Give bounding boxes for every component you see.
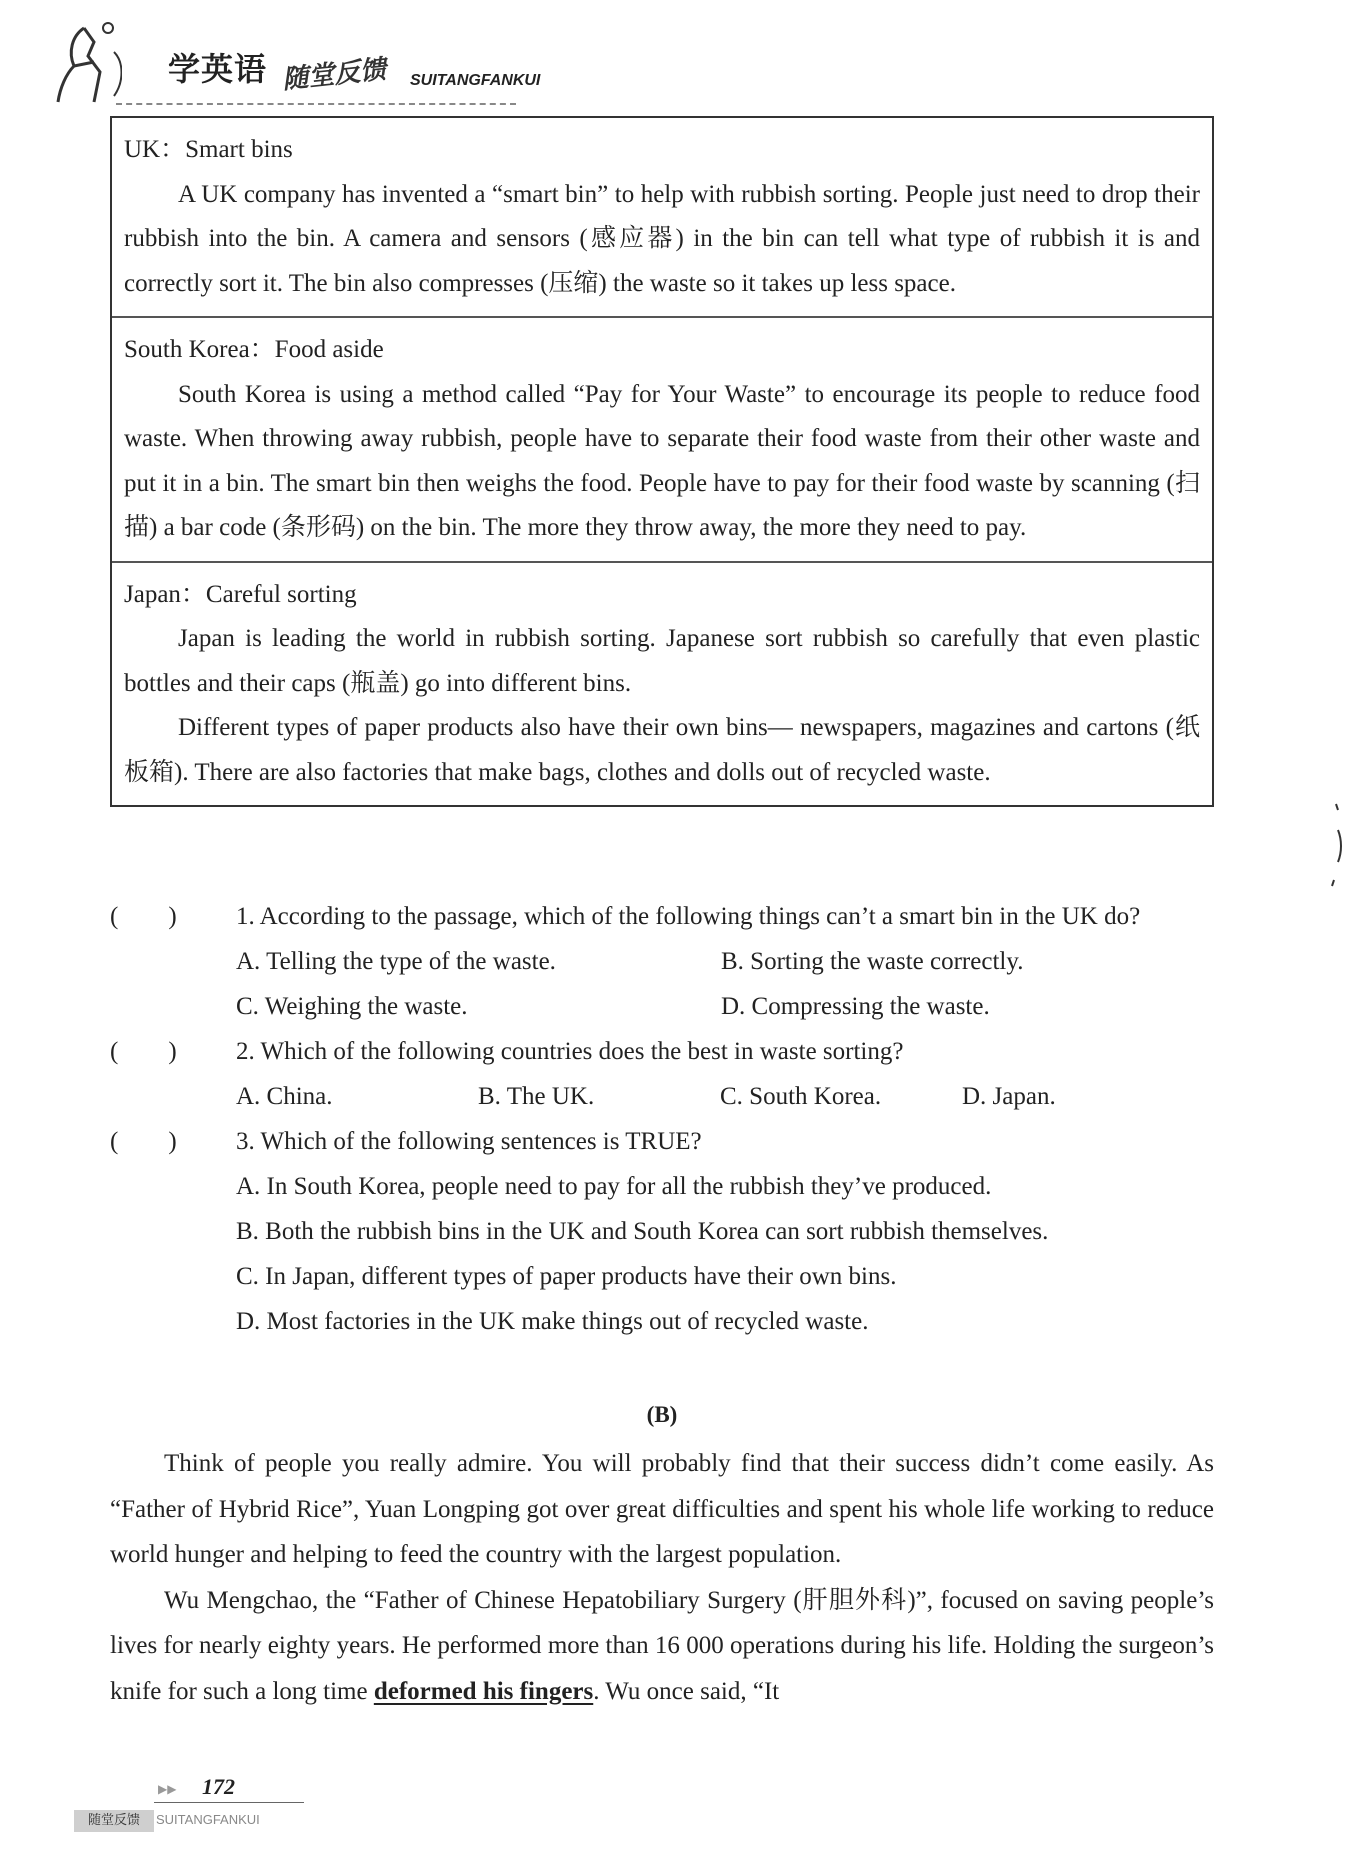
options — [110, 939, 1214, 1029]
page-footer — [62, 1768, 462, 1848]
option-a[interactable]: A. China. — [236, 1083, 333, 1110]
header-title-cn: 学英语 — [168, 50, 268, 88]
passage-b-paragraph-2 — [110, 1578, 1214, 1715]
question-2 — [110, 1029, 1214, 1119]
question-stem: 2. Which of the following countries does the best in waste sorting? — [236, 1038, 904, 1065]
answer-blank[interactable]: ( ) — [110, 1038, 177, 1065]
passage-a-box — [110, 116, 1214, 807]
footer-brand-en: SUITANGFANKUI — [156, 1812, 260, 1827]
answer-blank[interactable]: ( ) — [110, 1128, 177, 1155]
option-c[interactable]: C. Weighing the waste. — [236, 993, 468, 1020]
question-stem: 3. Which of the following sentences is TRUE? — [236, 1128, 702, 1155]
option-c[interactable]: C. South Korea. — [720, 1083, 882, 1110]
footer-rule — [154, 1802, 304, 1803]
section-paragraph: Different types of paper products also have their own bins— newspapers, magazines and cartons (纸板箱). There are also factories that make bags, clothes and dolls out of recycled waste. — [124, 714, 1200, 786]
passage-b-paragraph-1: Think of people you really admire. You will probably find that their success didn’t come easily. As “Father of Hybrid Rice”, Yuan Longping got over great difficulties and spent his whole life working to reduce world hunger and helping to feed the country with the largest population. — [110, 1450, 1214, 1568]
option-d[interactable]: D. Japan. — [962, 1083, 1056, 1110]
question-list — [110, 894, 1214, 1344]
section-title: Japan：Careful sorting — [124, 580, 357, 608]
options — [110, 1164, 1214, 1344]
section-paragraph: A UK company has invented a “smart bin” to help with rubbish sorting. People just need to drop their rubbish into the bin. A camera and sensors (感应器) in the bin can tell what type of rubbish it is and correctly sort it. The bin also compresses (压缩) the waste so it takes up less space. — [124, 180, 1200, 297]
passage-b — [110, 1441, 1214, 1714]
passage-section-uk — [112, 118, 1212, 316]
section-b-heading: (B) — [646, 1402, 678, 1427]
passage-section-south-korea — [112, 316, 1212, 561]
underlined-phrase: deformed his fingers — [373, 1677, 594, 1705]
page-header — [50, 8, 610, 98]
option-a[interactable]: A. In South Korea, people need to pay for all the rubbish they’ve produced. — [236, 1173, 992, 1200]
margin-scan-mark-icon — [1330, 800, 1344, 890]
option-a[interactable]: A. Telling the type of the waste. — [236, 948, 556, 975]
footer-brand-cn: 随堂反馈 — [74, 1810, 154, 1832]
question-3 — [110, 1119, 1214, 1344]
option-b[interactable]: B. Sorting the waste correctly. — [721, 948, 1024, 975]
section-title: South Korea：Food aside — [124, 336, 384, 363]
paragraph-text: . Wu once said, “It — [593, 1677, 780, 1705]
header-title-en: SUITANGFANKUI — [410, 72, 541, 89]
section-paragraph: Japan is leading the world in rubbish sorting. Japanese sort rubbish so carefully that even plastic bottles and their caps (瓶盖) go into different bins. — [124, 625, 1200, 697]
paragraph-text: Wu Mengchao, the “Father of Chinese Hepatobiliary Surgery (肝胆外科)”, focused on saving people’s lives for nearly eighty years. He performed more than 16 000 operations during his life. Holding the surgeon’s knife for such a long time — [110, 1586, 1214, 1705]
question-stem: 1. According to the passage, which of the following things can’t a smart bin in the UK do? — [236, 903, 1141, 930]
header-dashed-divider — [116, 103, 516, 105]
answer-blank[interactable]: ( ) — [110, 903, 177, 930]
page-number: 172 — [202, 1774, 235, 1799]
passage-section-japan — [112, 561, 1212, 806]
question-1 — [110, 894, 1214, 1029]
play-arrows-icon: ▶▶ — [158, 1782, 177, 1796]
option-b[interactable]: B. Both the rubbish bins in the UK and South Korea can sort rubbish themselves. — [236, 1218, 1049, 1245]
section-title: UK：Smart bins — [124, 136, 293, 163]
option-c[interactable]: C. In Japan, different types of paper products have their own bins. — [236, 1263, 897, 1290]
section-paragraph: South Korea is using a method called “Pay for Your Waste” to encourage its people to reduce food waste. When throwing away rubbish, people have to separate their food waste from their other waste and put it in a bin. The smart bin then weighs the food. People have to pay for their food waste by scanning (扫描) a bar code (条形码) on the bin. The more they throw away, the more they need to pay. — [124, 380, 1200, 541]
option-d[interactable]: D. Most factories in the UK make things out of recycled waste. — [236, 1308, 869, 1335]
option-d[interactable]: D. Compressing the waste. — [721, 993, 990, 1020]
mascot-figure-icon — [54, 22, 122, 106]
option-b[interactable]: B. The UK. — [478, 1083, 595, 1110]
options — [110, 1074, 1214, 1119]
header-title-sub: 随堂反馈 — [280, 54, 388, 96]
